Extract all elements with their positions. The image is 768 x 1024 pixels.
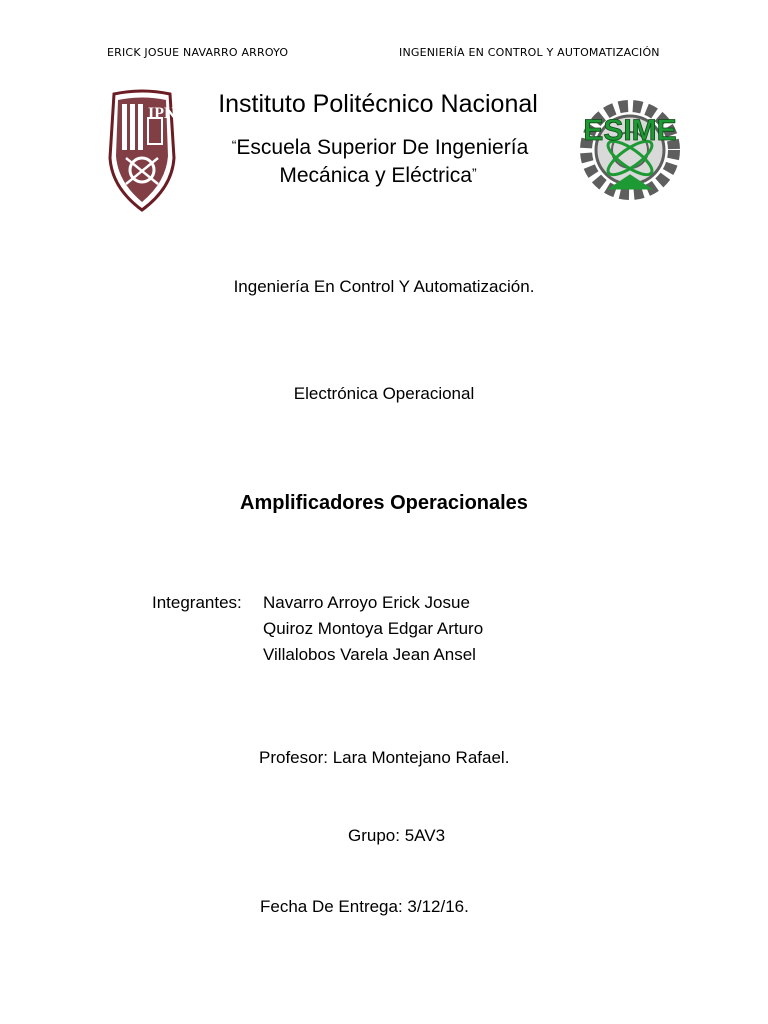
professor-line: Profesor: Lara Montejano Rafael.	[259, 748, 510, 767]
school-name-text1: Escuela Superior De Ingeniería	[236, 136, 529, 159]
open-quote: “	[231, 137, 237, 153]
header-author: ERICK JOSUE NAVARRO ARROYO	[107, 46, 289, 59]
members-label: Integrantes:	[152, 593, 242, 612]
ipn-logo-text: IPN	[148, 105, 176, 122]
institution-name: Instituto Politécnico Nacional	[218, 90, 538, 118]
school-name-text2: Mecánica y Eléctrica	[279, 164, 472, 187]
member-name: Navarro Arroyo Erick Josue	[263, 593, 470, 612]
header-career: INGENIERÍA EN CONTROL Y AUTOMATIZACIÓN	[399, 46, 660, 59]
career-name: Ingeniería En Control Y Automatización.	[233, 277, 535, 296]
due-date-line: Fecha De Entrega: 3/12/16.	[260, 897, 469, 916]
member-name: Quiroz Montoya Edgar Arturo	[263, 619, 484, 638]
group-line: Grupo: 5AV3	[348, 826, 446, 845]
subject-name: Electrónica Operacional	[293, 384, 475, 403]
school-name-line1	[0, 136, 764, 160]
school-name-line2	[0, 164, 762, 188]
close-quote: ”	[471, 165, 477, 181]
esime-logo-text: ESIME	[583, 114, 677, 147]
document-title: Amplificadores Operacionales	[240, 492, 528, 514]
member-name: Villalobos Varela Jean Ansel	[263, 645, 476, 664]
